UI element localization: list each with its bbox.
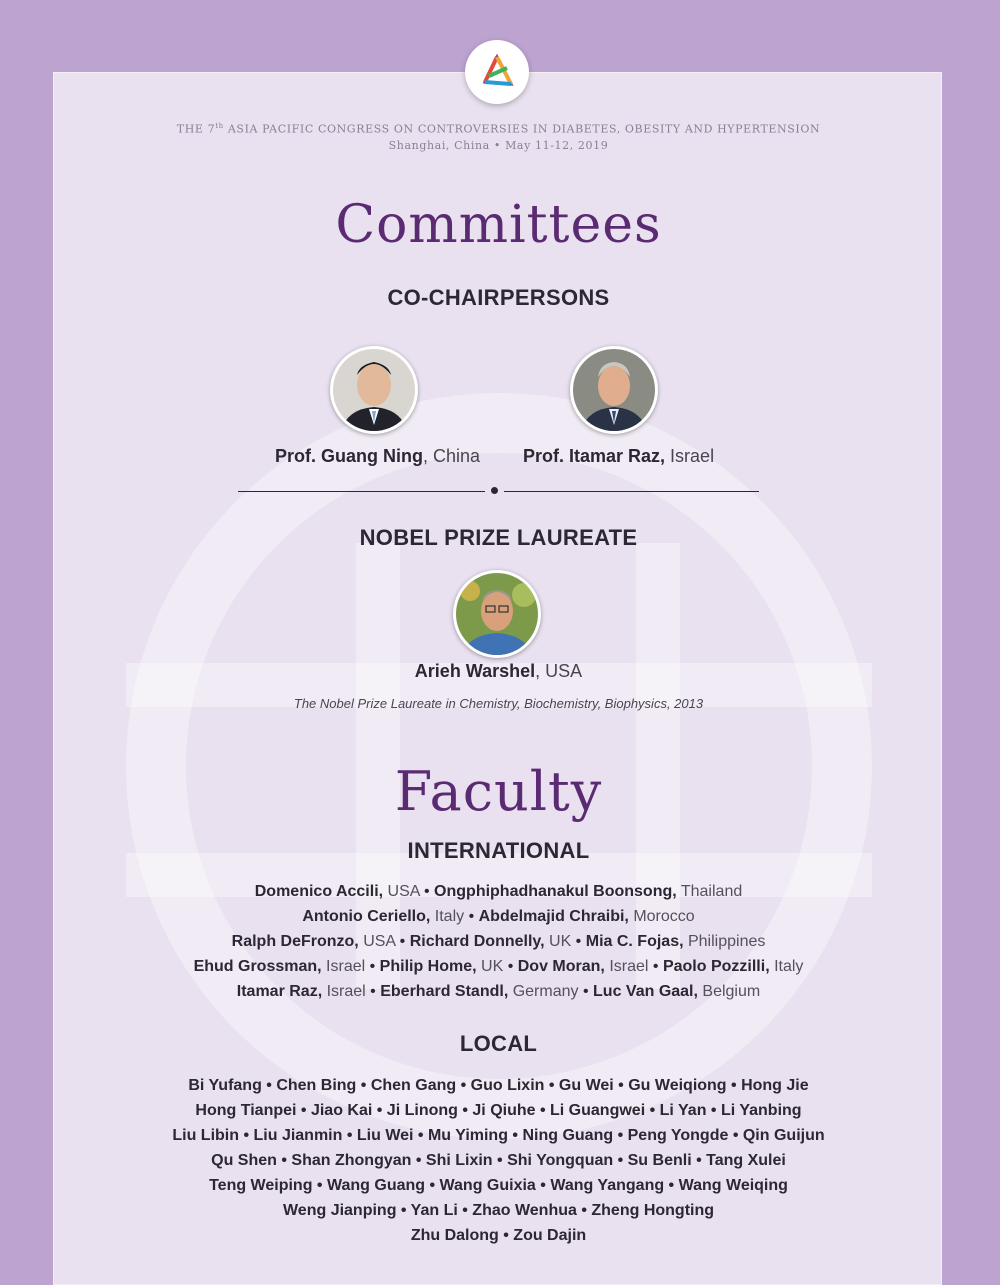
faculty-member: Richard Donnelly, UK <box>409 933 572 950</box>
local-faculty-list <box>54 1073 942 1248</box>
bullet-separator: • <box>395 933 410 950</box>
international-faculty-row <box>54 954 942 979</box>
international-faculty-row <box>54 904 942 929</box>
nobel-caption: The Nobel Prize Laureate in Chemistry, Biochemistry, Biophysics, 2013 <box>293 696 704 711</box>
faculty-member: Mia C. Fojas, Philippines <box>585 933 766 950</box>
bullet-separator: • <box>464 908 479 925</box>
avatar-guang-ning <box>330 346 418 434</box>
avatar-itamar-raz <box>570 346 658 434</box>
co-chairpersons-heading: CO-CHAIRPERSONS <box>387 285 610 310</box>
divider-dot <box>491 487 498 494</box>
local-heading: LOCAL <box>459 1031 538 1056</box>
bullet-separator: • <box>365 983 381 1000</box>
avatar-arieh-warshel <box>453 570 541 658</box>
committees-title: Committees <box>335 195 662 255</box>
faculty-member: Domenico Accili, USA <box>254 883 420 900</box>
faculty-member: Antonio Ceriello, Italy <box>302 908 465 925</box>
faculty-member: Ehud Grossman, Israel <box>193 958 366 975</box>
nobel-heading: NOBEL PRIZE LAUREATE <box>359 525 638 550</box>
local-faculty-row: Bi Yufang • Chen Bing • Chen Gang • Guo Lixin • Gu Wei • Gu Weiqiong • Hong Jie <box>188 1077 809 1094</box>
cochair-itamar-raz: Prof. Itamar Raz, Israel <box>523 446 715 466</box>
international-heading: INTERNATIONAL <box>407 838 590 863</box>
bullet-separator: • <box>648 958 663 975</box>
content-card <box>53 72 942 1285</box>
faculty-member: Eberhard Standl, Germany <box>380 983 579 1000</box>
congress-logo <box>465 40 529 104</box>
faculty-member: Ongphiphadhanakul Boonsong, Thailand <box>434 883 743 900</box>
triangle-logo-icon <box>477 52 517 92</box>
faculty-member: Itamar Raz, Israel <box>236 983 366 1000</box>
cochair-guang-ning: Prof. Guang Ning, China <box>275 446 481 466</box>
local-faculty-row: Liu Libin • Liu Jianmin • Liu Wei • Mu Yiming • Ning Guang • Peng Yongde • Qin Guijun <box>172 1127 825 1144</box>
faculty-title: Faculty <box>394 760 603 823</box>
bullet-separator: • <box>578 983 594 1000</box>
section-divider-left <box>238 491 485 492</box>
international-faculty-row <box>54 979 942 1004</box>
bullet-separator: • <box>419 883 435 900</box>
section-divider-right <box>504 491 759 492</box>
congress-location-date: Shanghai, China • May 11-12, 2019 <box>388 138 609 152</box>
nobel-laureate-name: Arieh Warshel, USA <box>414 661 583 681</box>
bullet-separator: • <box>571 933 586 950</box>
faculty-member: Abdelmajid Chraibi, Morocco <box>478 908 695 925</box>
local-faculty-row: Hong Tianpei • Jiao Kai • Ji Linong • Ji Qiuhe • Li Guangwei • Li Yan • Li Yanbing <box>195 1102 802 1119</box>
bullet-separator: • <box>365 958 380 975</box>
local-faculty-row: Zhu Dalong • Zou Dajin <box>410 1227 587 1244</box>
congress-header <box>54 118 942 154</box>
local-faculty-row: Teng Weiping • Wang Guang • Wang Guixia • Wang Yangang • Wang Weiqing <box>209 1177 788 1194</box>
bullet-separator: • <box>503 958 518 975</box>
international-faculty-row <box>54 879 942 904</box>
faculty-member: Ralph DeFronzo, USA <box>231 933 396 950</box>
faculty-member: Dov Moran, Israel <box>517 958 649 975</box>
congress-title: THE 7th ASIA PACIFIC CONGRESS ON CONTROVERSIES IN DIABETES, OBESITY AND HYPERTENSION <box>176 122 821 136</box>
international-faculty-row <box>54 929 942 954</box>
faculty-member: Philip Home, UK <box>379 958 504 975</box>
faculty-member: Paolo Pozzilli, Italy <box>662 958 804 975</box>
local-faculty-row: Weng Jianping • Yan Li • Zhao Wenhua • Zheng Hongting <box>282 1202 715 1219</box>
local-faculty-row: Qu Shen • Shan Zhongyan • Shi Lixin • Shi Yongquan • Su Benli • Tang Xulei <box>211 1152 786 1169</box>
faculty-member: Luc Van Gaal, Belgium <box>593 983 761 1000</box>
international-faculty-list <box>54 879 942 1004</box>
